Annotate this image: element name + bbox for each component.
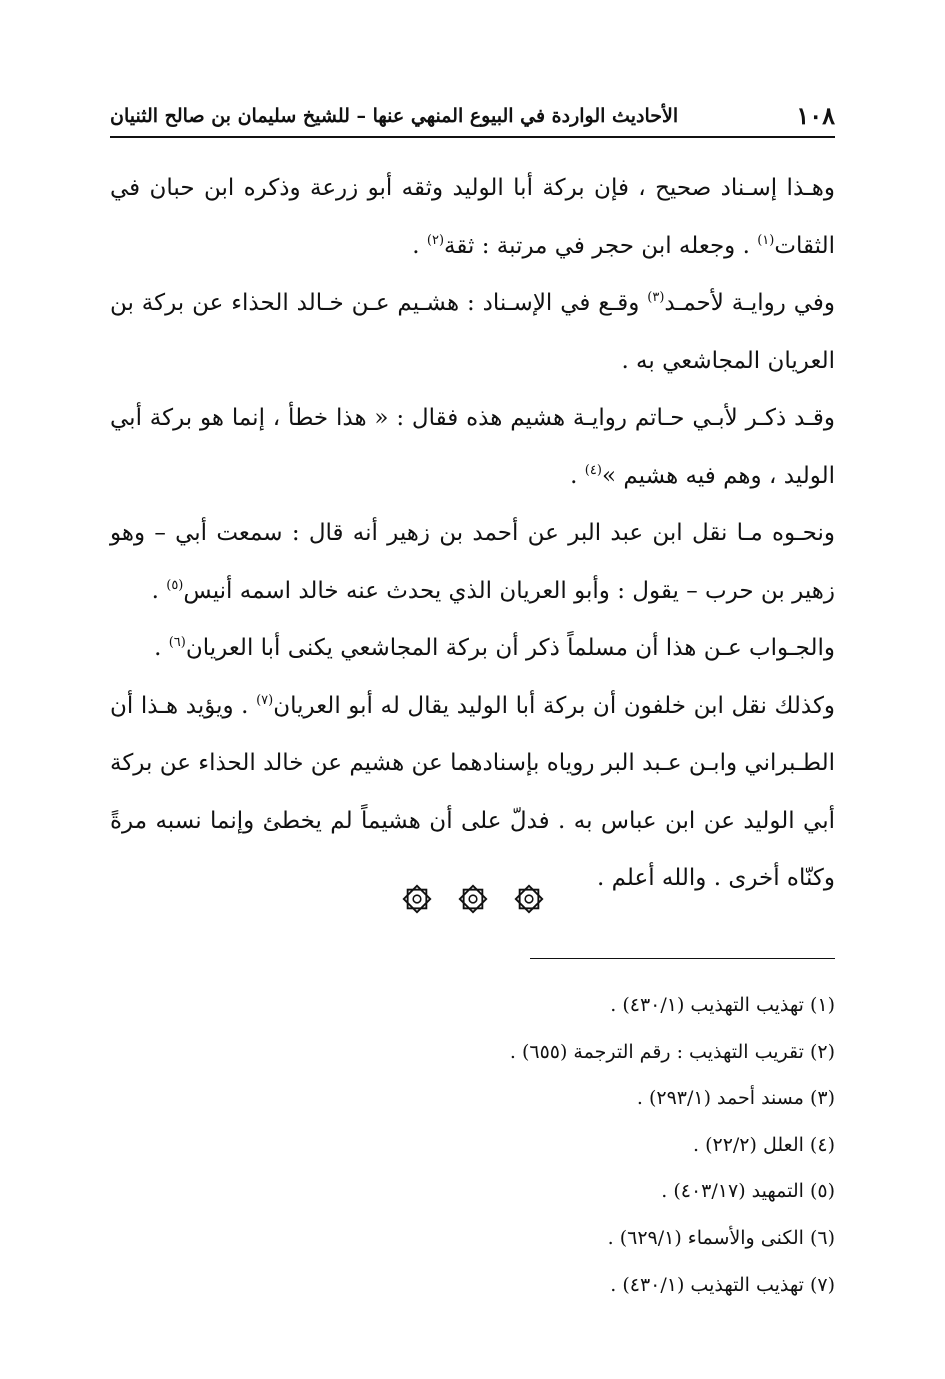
paragraph-text: والجـواب عـن هذا أن مسلماً ذكر أن بركة المجاشعي يكنى أبا العريان — [185, 635, 835, 661]
paragraph — [110, 678, 835, 908]
page-number: ١٠٨ — [796, 101, 835, 130]
paragraph-text: وفي روايـة لأحمـد — [664, 290, 835, 316]
paragraph-text: . — [570, 462, 585, 489]
paragraph-text: وقـع في الإسـناد : هشـيم عـن خـالد الحذاء عن بركة بن العريان المجاشعي به . — [110, 290, 835, 374]
paragraph-text: . — [412, 232, 427, 259]
footnote-reference[interactable]: (٢) — [426, 232, 445, 248]
footnote: (٣) مسند أحمد (٢٩٣/١) . — [636, 1087, 835, 1110]
paragraph — [110, 505, 835, 620]
footnote-reference[interactable]: (٦) — [168, 635, 186, 650]
paragraph-text: . وجعله ابن حجر في مرتبة : ثقة — [444, 232, 758, 259]
footnote-reference[interactable]: (٣) — [647, 290, 665, 305]
section-end-ornaments — [0, 882, 945, 928]
paragraph — [110, 620, 835, 678]
footnote: (١) تهذيب التهذيب (٤٣٠/١) . — [610, 994, 835, 1016]
eight-point-star-icon — [400, 882, 434, 928]
eight-point-star-icon — [512, 882, 546, 928]
body-text — [110, 160, 835, 908]
footnote-divider — [530, 958, 835, 959]
paragraph-text: وقـد ذكـر لأبـي حـاتم روايـة هشيم هذه فقال : « هذا خطأ ، إنما هو بركة أبي الوليد ، وهم فيه هشيم » — [110, 405, 835, 489]
footnote: (٢) تقريب التهذيب : رقم الترجمة (٦٥٥) . — [509, 1040, 835, 1063]
footnote: (٦) الكنى والأسماء (٦٢٩/١) . — [607, 1226, 835, 1249]
footnote: (٤) العلل (٢٢/٢) . — [693, 1133, 835, 1156]
eight-point-star-icon — [456, 882, 490, 928]
paragraph — [110, 275, 835, 390]
footnote-reference[interactable]: (٧) — [256, 692, 274, 708]
footnote: (٧) تهذيب التهذيب (٤٣٠/١) . — [610, 1273, 835, 1296]
paragraph-text: . — [154, 635, 169, 661]
paragraph-text: وكذلك نقل ابن خلفون أن بركة أبا الوليد يقال له أبو العريان — [273, 692, 836, 719]
paragraph — [110, 160, 835, 275]
paragraph — [110, 390, 835, 505]
running-title: الأحاديث الواردة في البيوع المنهي عنها – للشيخ سليمان بن صالح الثنيان — [110, 105, 679, 127]
page-header — [110, 92, 835, 138]
paragraph-text: . — [151, 577, 167, 604]
paragraph-text: . ويؤيد هـذا أن الطـبراني وابـن عـبد البر روياه بإسنادهما عن هشيم عن خالد الحذاء عن بركة أبي الوليد عن ابن عباس به . فدلّ على أن هشيماً لم يخطئ وإنما نسبه مرةً وكنّاه أخرى . والله أعلم . — [110, 692, 835, 891]
footnote: (٥) التمهيد (٤٠٣/١٧) . — [661, 1180, 835, 1203]
footnote-reference[interactable]: (٤) — [584, 462, 602, 478]
footnotes — [110, 982, 835, 1308]
footnote-reference[interactable]: (٥) — [166, 577, 184, 593]
footnote-reference[interactable]: (١) — [757, 232, 775, 248]
paragraph-text: ونحـوه مـا نقل ابن عبد البر عن أحمد بن زهير أنه قال : سمعت أبي – وهو زهير بن حرب – يقول : وأبو العريان الذي يحدث عنه خالد اسمه أنيس — [110, 520, 835, 604]
paragraph-text: وهـذا إسـناد صحيح ، فإن بركة أبا الوليد وثقه أبو زرعة وذكره ابن حبان في الثقات — [110, 175, 835, 259]
